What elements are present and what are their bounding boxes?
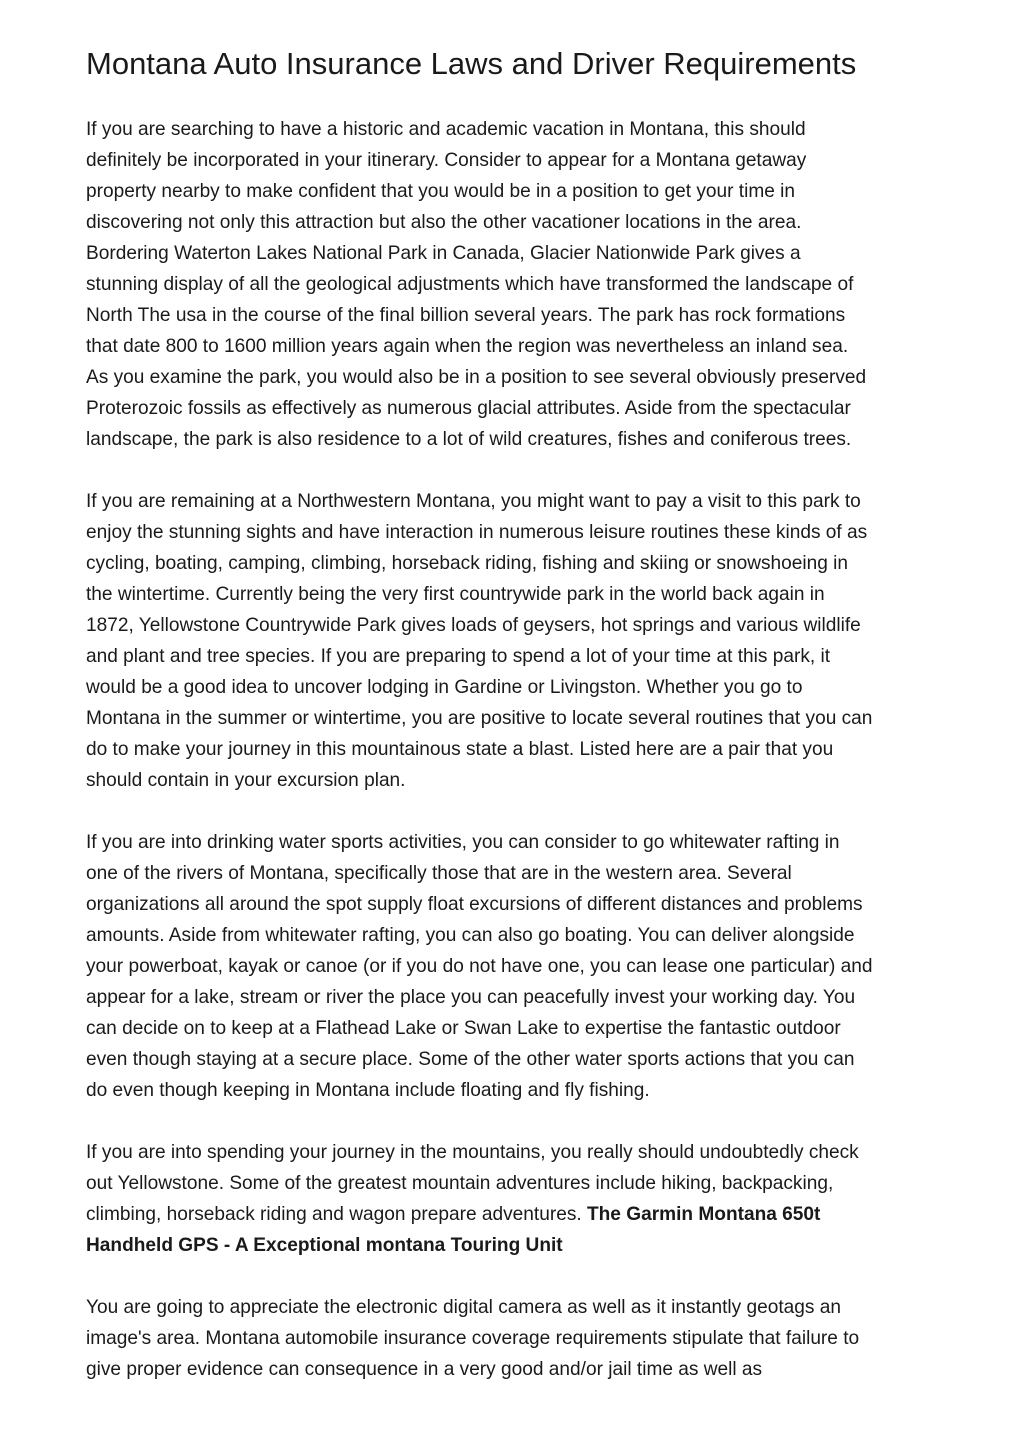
text-line: do to make your journey in this mountainous state a blast. Listed here are a pair that you <box>86 739 834 760</box>
text-line: If you are into spending your journey in the mountains, you really should undoubtedly check <box>86 1142 859 1163</box>
text-line: discovering not only this attraction but also the other vacationer locations in the area. <box>86 212 802 233</box>
text-line-mixed <box>86 1199 946 1230</box>
text-line: Proterozoic fossils as effectively as numerous glacial attributes. Aside from the spectacular <box>86 398 851 419</box>
text-line: enjoy the stunning sights and have interaction in numerous leisure routines these kinds of as <box>86 522 868 543</box>
text-line: do even though keeping in Montana include floating and fly fishing. <box>86 1080 650 1101</box>
text-line: stunning display of all the geological adjustments which have transformed the landscape of <box>86 274 854 295</box>
document-title: Montana Auto Insurance Laws and Driver Requirements <box>86 46 857 81</box>
text-line: cycling, boating, camping, climbing, horseback riding, fishing and skiing or snowshoeing in <box>86 553 849 574</box>
text-line: Bordering Waterton Lakes National Park in Canada, Glacier Nationwide Park gives a <box>86 243 801 264</box>
paragraph-3 <box>86 827 946 1106</box>
text-line: North The usa in the course of the final billion several years. The park has rock formations <box>86 305 846 326</box>
text-line: image's area. Montana automobile insurance coverage requirements stipulate that failure to <box>86 1328 860 1349</box>
text-line: appear for a lake, stream or river the place you can peacefully invest your working day. You <box>86 987 856 1008</box>
text-line: If you are searching to have a historic and academic vacation in Montana, this should <box>86 119 806 140</box>
text-line: that date 800 to 1600 million years again when the region was nevertheless an inland sea. <box>86 336 849 357</box>
text-line: If you are remaining at a Northwestern Montana, you might want to pay a visit to this park to <box>86 491 861 512</box>
text-line: should contain in your excursion plan. <box>86 770 406 791</box>
text-line: can decide on to keep at a Flathead Lake or Swan Lake to expertise the fantastic outdoor <box>86 1018 841 1039</box>
text-line: one of the rivers of Montana, specifically those that are in the western area. Several <box>86 863 792 884</box>
text-line: and plant and tree species. If you are preparing to spend a lot of your time at this park, it <box>86 646 831 667</box>
bold-heading-run: The Garmin Montana 650t <box>586 1204 821 1225</box>
text-line: even though staying at a secure place. Some of the other water sports actions that you can <box>86 1049 855 1070</box>
text-line: out Yellowstone. Some of the greatest mountain adventures include hiking, backpacking, <box>86 1173 834 1194</box>
bold-heading-line: Handheld GPS - A Exceptional montana Touring Unit <box>86 1235 563 1256</box>
paragraph-4 <box>86 1137 946 1261</box>
text-line: definitely be incorporated in your itinerary. Consider to appear for a Montana getaway <box>86 150 807 171</box>
paragraph-1 <box>86 114 946 455</box>
text-line: Montana in the summer or wintertime, you are positive to locate several routines that you can <box>86 708 873 729</box>
text-line: amounts. Aside from whitewater rafting, you can also go boating. You can deliver alongside <box>86 925 855 946</box>
text-line: the wintertime. Currently being the very first countrywide park in the world back again in <box>86 584 825 605</box>
text-line: landscape, the park is also residence to a lot of wild creatures, fishes and coniferous trees. <box>86 429 852 450</box>
text-line: You are going to appreciate the electronic digital camera as well as it instantly geotags an <box>86 1297 842 1318</box>
document-body <box>86 114 946 1416</box>
paragraph-2 <box>86 486 946 796</box>
text-line: property nearby to make confident that you would be in a position to get your time in <box>86 181 796 202</box>
text-line: If you are into drinking water sports activities, you can consider to go whitewater rafting in <box>86 832 840 853</box>
text-run: climbing, horseback riding and wagon prepare adventures. <box>86 1204 587 1225</box>
text-line: your powerboat, kayak or canoe (or if you do not have one, you can lease one particular) and <box>86 956 873 977</box>
text-line: give proper evidence can consequence in a very good and/or jail time as well as <box>86 1359 763 1380</box>
text-line: organizations all around the spot supply float excursions of different distances and problems <box>86 894 863 915</box>
paragraph-5 <box>86 1292 946 1385</box>
text-line: 1872, Yellowstone Countrywide Park gives loads of geysers, hot springs and various wildlife <box>86 615 861 636</box>
text-line: As you examine the park, you would also be in a position to see several obviously preserved <box>86 367 867 388</box>
text-line: would be a good idea to uncover lodging in Gardine or Livingston. Whether you go to <box>86 677 803 698</box>
